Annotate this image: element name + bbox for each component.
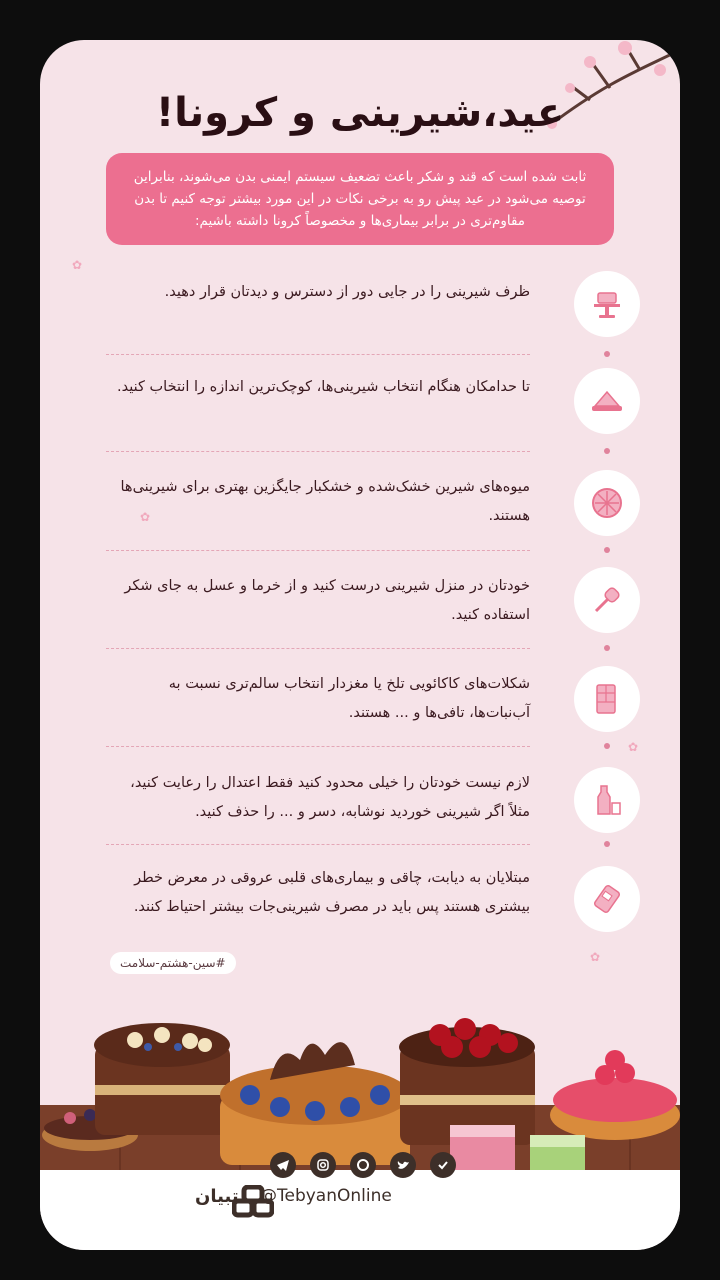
pastry-tray-icon <box>574 368 640 434</box>
infographic-card <box>40 40 680 1250</box>
timeline-dot <box>604 351 610 357</box>
chocolate-bar-icon <box>574 666 640 732</box>
timeline-dot <box>604 743 610 749</box>
tip-text-1: ظرف شیرینی را در جایی دور از دسترس و دیدتان قرار دهید. <box>164 284 530 300</box>
brand-name: تبیان <box>195 1186 239 1207</box>
timeline-dot <box>604 547 610 553</box>
timeline-dot <box>604 645 610 651</box>
telegram-icon[interactable] <box>270 1152 296 1178</box>
twitter-icon[interactable] <box>390 1152 416 1178</box>
tip-text-2: تا حدامکان هنگام انتخاب شیرینی‌ها، کوچک‌ترین اندازه را انتخاب کنید. <box>117 379 530 395</box>
intro-text: ثابت شده است که قند و شکر باعث تضعیف سیستم ایمنی بدن می‌شوند، بنابراین توصیه می‌شود در عید پیش رو به برخی نکات در این مورد بیشتر توجه کنیم تا بدن مقاوم‌تری در برابر بیماری‌ها و مخصوصاً کرونا داشته باشیم: <box>133 169 587 229</box>
cakes-illustration <box>40 985 680 1175</box>
blossom-decoration: ✿ <box>589 950 600 964</box>
cake-stand-icon <box>574 271 640 337</box>
honey-dipper-icon <box>574 567 640 633</box>
timeline-dot <box>604 448 610 454</box>
divider <box>106 844 530 845</box>
citrus-slice-icon <box>574 470 640 536</box>
footer-bar <box>40 1170 680 1250</box>
tip-text-6: لازم نیست خودتان را خیلی محدود کنید فقط اعتدال را رعایت کنید، مثلاً اگر شیرینی خوردید نوشابه، دسر و ... را حذف کنید. <box>130 775 530 820</box>
intro-box <box>106 153 614 245</box>
page-title: عید،شیرینی و کرونا! <box>155 90 565 136</box>
aparat-icon[interactable] <box>350 1152 376 1178</box>
soda-bottle-icon <box>574 767 640 833</box>
instagram-icon[interactable] <box>310 1152 336 1178</box>
blossom-decoration: ✿ <box>72 258 83 272</box>
hashtag-badge: #سین-هشتم-سلامت <box>110 952 236 974</box>
blossom-decoration: ✿ <box>627 740 638 754</box>
blossom-decoration: ✿ <box>140 510 151 524</box>
divider <box>106 746 530 747</box>
divider <box>106 550 530 551</box>
glucose-meter-icon <box>574 866 640 932</box>
tip-text-5: شکلات‌های کاکائویی تلخ یا مغزدار انتخاب سالم‌تری نسبت به آب‌نبات‌ها، تافی‌ها و ... هستند. <box>168 676 530 721</box>
tip-text-3: میوه‌های شیرین خشک‌شده و خشکبار جایگزین بهتری برای شیرینی‌ها هستند. <box>120 479 530 524</box>
social-handle[interactable]: @TebyanOnline <box>260 1186 392 1206</box>
divider <box>106 648 530 649</box>
divider <box>106 451 530 452</box>
check-badge-icon[interactable] <box>430 1152 456 1178</box>
tip-text-7: مبتلایان به دیابت، چاقی و بیماری‌های قلبی عروقی در معرض خطر بیشتری هستند پس باید در مصرف شیرینی‌جات بیشتر احتیاط کنند. <box>133 870 530 915</box>
tip-text-4: خودتان در منزل شیرینی درست کنید و از خرما و عسل به جای شکر استفاده کنید. <box>124 578 530 623</box>
divider <box>106 354 530 355</box>
timeline-dot <box>604 841 610 847</box>
